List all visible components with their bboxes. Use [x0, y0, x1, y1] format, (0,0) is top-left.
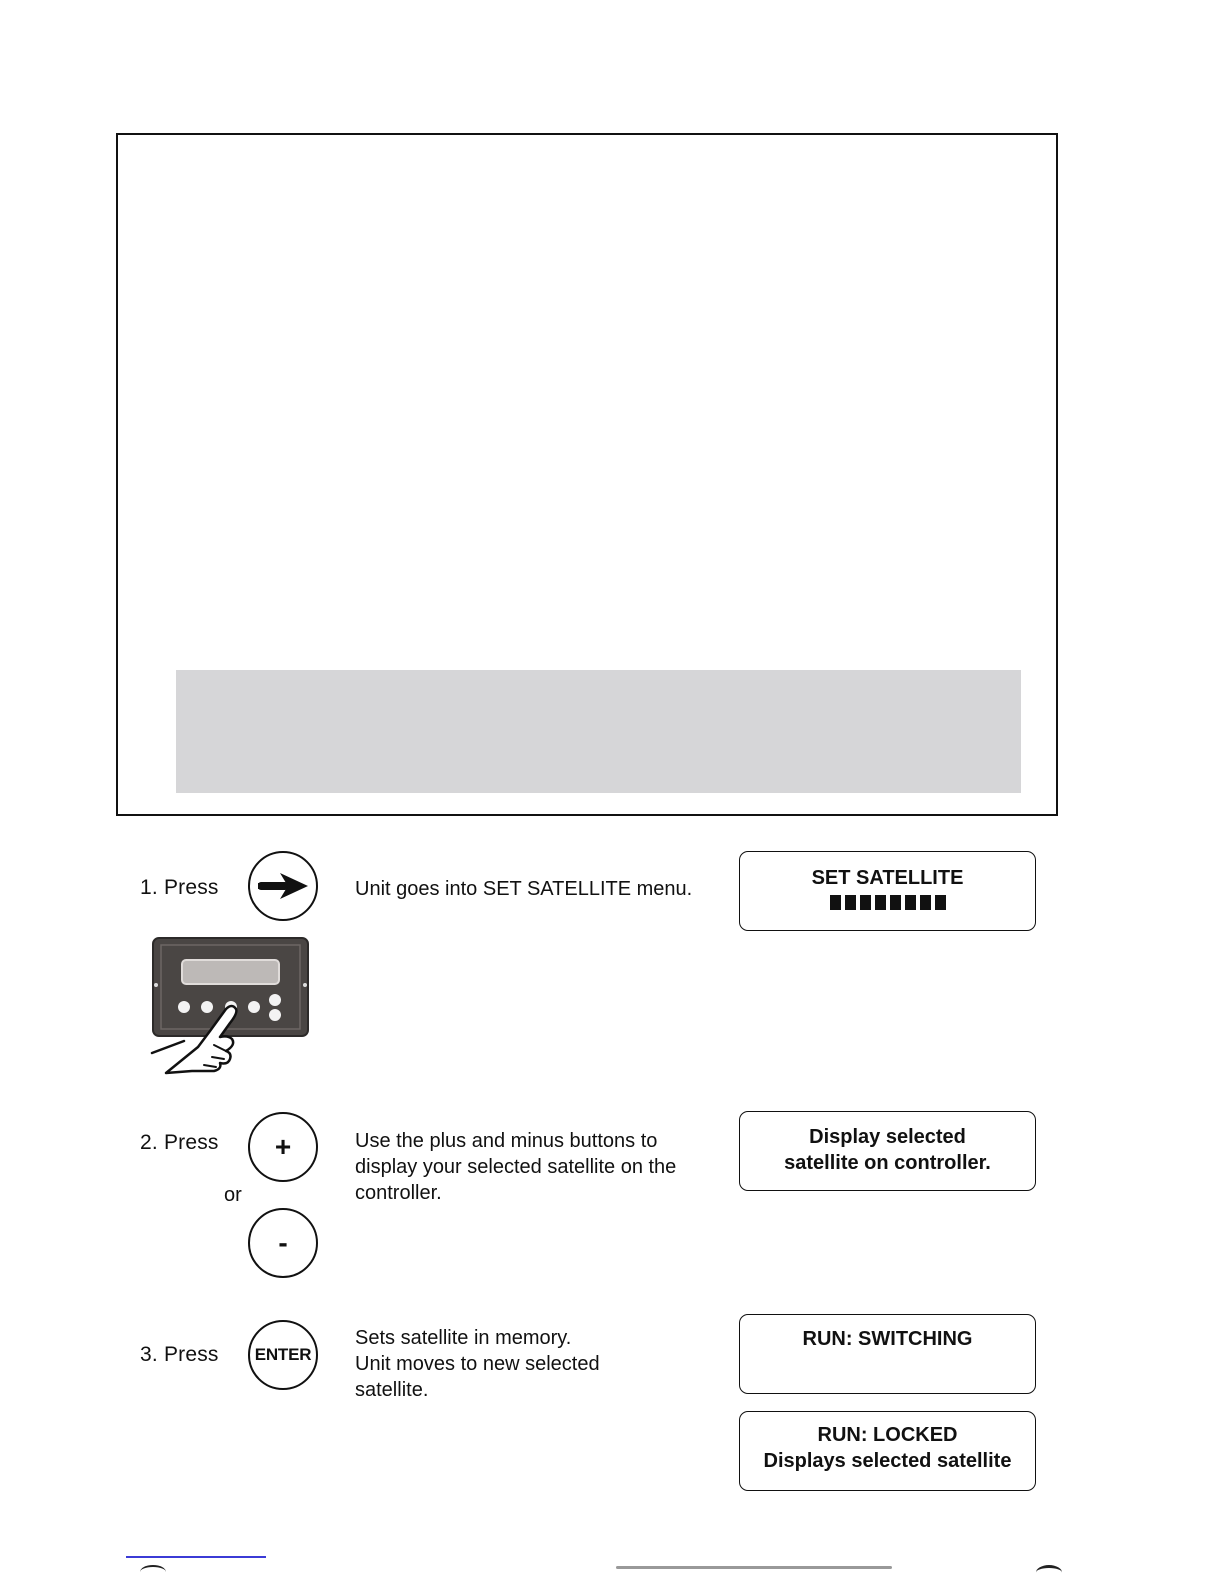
or-label: or [224, 1184, 242, 1206]
footer-arc [1036, 1565, 1062, 1580]
step-3-desc-line: satellite. [355, 1379, 429, 1401]
step-1-desc-line: Unit goes into SET SATELLITE menu. [355, 878, 693, 900]
right-arrow-button[interactable] [248, 851, 318, 921]
display-run-locked [739, 1411, 1036, 1491]
enter-button[interactable] [248, 1320, 318, 1390]
display-block-row [740, 895, 1035, 910]
display-block [920, 895, 931, 910]
enter-button-label: ENTER [254, 1345, 312, 1364]
display-block [860, 895, 871, 910]
display-line: Display selected [809, 1126, 966, 1148]
display-block [890, 895, 901, 910]
step-3-desc-line: Sets satellite in memory. [355, 1327, 572, 1349]
display-line: RUN: SWITCHING [802, 1328, 973, 1350]
right-arrow-icon [254, 866, 312, 906]
step-3-description [355, 1325, 600, 1403]
step-2-description [355, 1128, 676, 1206]
display-block [905, 895, 916, 910]
step-2-desc-line: display your selected satellite on the [355, 1156, 677, 1178]
controller-screen [182, 960, 279, 984]
step-3-desc-line: Unit moves to new selected [355, 1353, 600, 1375]
step-2-desc-line: Use the plus and minus buttons to [355, 1130, 658, 1152]
plus-icon: + [274, 1131, 292, 1162]
display-line: satellite on controller. [784, 1152, 991, 1174]
display-selected-satellite [739, 1111, 1036, 1191]
step-1-description [355, 876, 692, 902]
controller-illustration [136, 935, 326, 1075]
plus-button[interactable] [248, 1112, 318, 1182]
footer-link-underline[interactable] [126, 1556, 266, 1558]
footer-arc [140, 1565, 166, 1579]
display-block [935, 895, 946, 910]
display-line: RUN: LOCKED [817, 1424, 958, 1446]
step-3-label: 3. Press [140, 1343, 219, 1366]
step-2-desc-line: controller. [355, 1182, 442, 1204]
display-block [830, 895, 841, 910]
minus-icon: - [278, 1227, 288, 1258]
note-band [176, 670, 1021, 793]
step-2-label: 2. Press [140, 1131, 219, 1154]
minus-button[interactable] [248, 1208, 318, 1278]
step-1-label: 1. Press [140, 876, 219, 899]
display-line: Displays selected satellite [763, 1450, 1012, 1472]
display-block [875, 895, 886, 910]
footer-bar [616, 1566, 892, 1569]
display-line: SET SATELLITE [811, 867, 964, 889]
content-frame [116, 133, 1058, 816]
display-set-satellite [739, 851, 1036, 931]
display-run-switching [739, 1314, 1036, 1394]
display-block [845, 895, 856, 910]
